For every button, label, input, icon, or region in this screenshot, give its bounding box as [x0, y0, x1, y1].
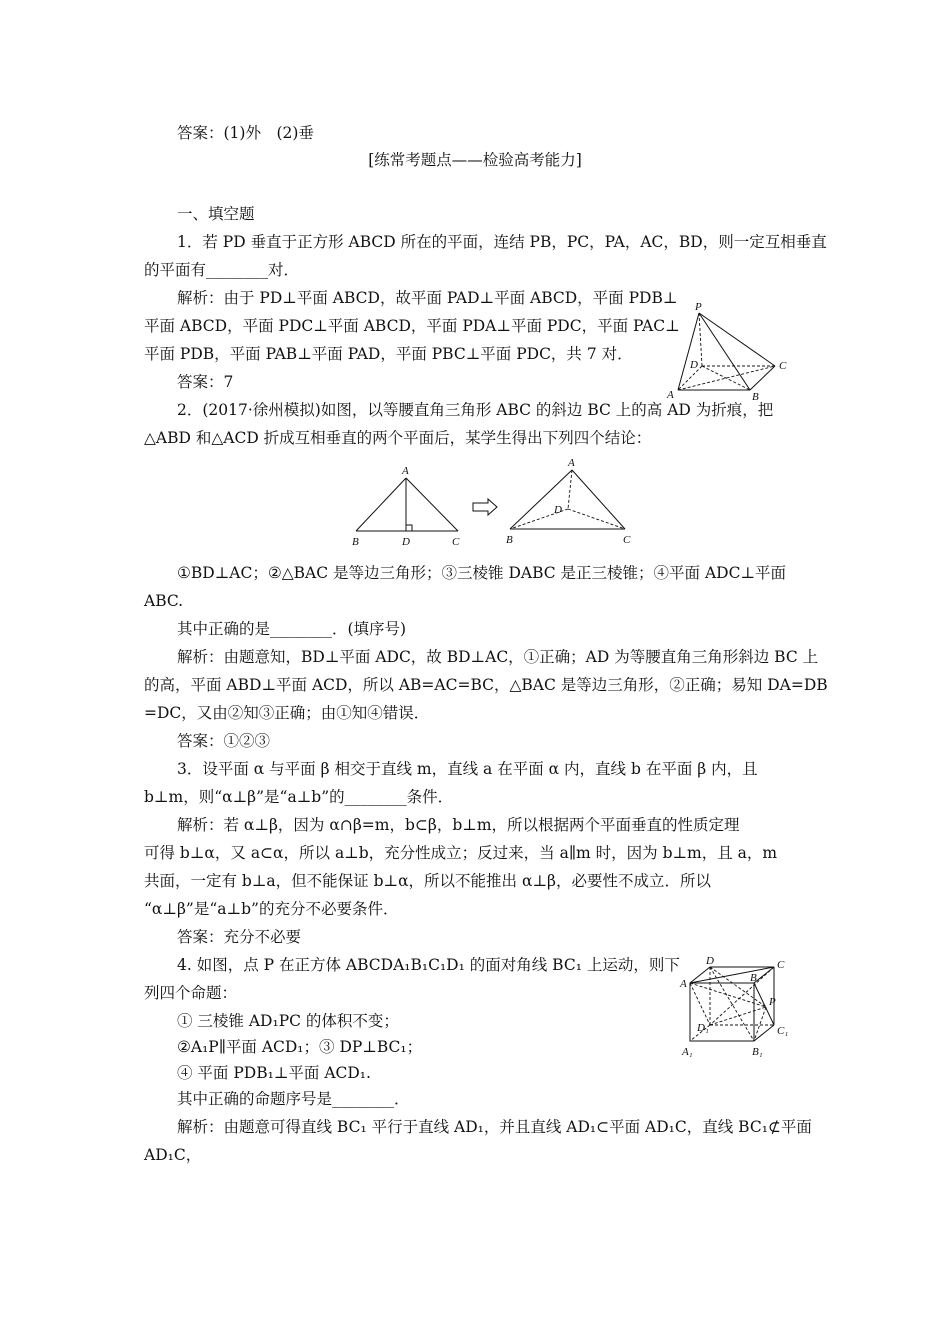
q4-label-a1: A₁ — [682, 1046, 693, 1058]
q4-label-c1: C₁ — [777, 1025, 789, 1037]
q2-right-label-a: A — [568, 457, 575, 469]
q2-left-label-a: A — [402, 465, 409, 477]
q4-label-p: P — [769, 996, 776, 1008]
q3-solution-line1: 解析：若 α⊥β，因为 α∩β=m，b⊂β，b⊥m，所以根据两个平面垂直的性质定理 — [177, 816, 740, 834]
q3-solution-line4: “α⊥β”是“a⊥b”的充分不必要条件． — [144, 900, 399, 918]
q4-item-1: ① 三棱锥 AD₁PC 的体积不变； — [177, 1012, 399, 1030]
q1-label-c: C — [779, 360, 787, 372]
q2-fold-figure — [340, 452, 640, 552]
q1-answer: 答案：7 — [177, 373, 234, 391]
q2-solution-line3: =DC，又由②知③正确；由①知④错误． — [144, 704, 430, 722]
q3-stem-line2: b⊥m，则“α⊥β”是“a⊥b”的________条件． — [144, 788, 454, 806]
q4-label-d: D — [706, 955, 714, 967]
q1-solution-line1: 解析：由于 PD⊥平面 ABCD，故平面 PAD⊥平面 ABCD，平面 PDB⊥ — [177, 289, 678, 307]
q4-label-a: A — [680, 978, 687, 990]
q1-label-p: P — [695, 301, 702, 313]
q2-solution-line1: 解析：由题意知，BD⊥平面 ADC，故 BD⊥AC，①正确；AD 为等腰直角三角形斜边 BC 上 — [177, 648, 819, 666]
q3-stem-line1: 3．设平面 α 与平面 β 相交于直线 m，直线 a 在平面 α 内，直线 b 在平面 β 内，且 — [177, 760, 758, 778]
q4-item-2: ②A₁P∥平面 ACD₁；③ DP⊥BC₁； — [177, 1038, 423, 1056]
q1-label-d: D — [690, 359, 698, 371]
q1-solution-line3: 平面 PDB，平面 PAB⊥平面 PAD，平面 PBC⊥平面 PDC，共 7 对． — [144, 345, 633, 363]
q1-pyramid-figure — [660, 300, 800, 405]
section-header: [练常考题点——检验高考能力] — [368, 151, 582, 169]
intro-answer: 答案：(1)外 (2)垂 — [177, 124, 314, 142]
q3-solution-line3: 共面，一定有 b⊥a，但不能保证 b⊥α，所以不能推出 α⊥β，必要性不成立．所以 — [144, 872, 711, 890]
q1-solution-line2: 平面 ABCD，平面 PDC⊥平面 ABCD，平面 PDA⊥平面 PDC，平面 PAC⊥ — [144, 317, 680, 335]
q4-label-b: B — [750, 972, 757, 984]
fold-arrow-icon — [473, 499, 497, 515]
q4-solution-line2: AD₁C， — [144, 1146, 202, 1164]
q4-ask: 其中正确的命题序号是________． — [177, 1090, 410, 1108]
q4-solution-line1: 解析：由题意可得直线 BC₁ 平行于直线 AD₁，并且直线 AD₁⊂平面 AD₁C，直线 BC₁⊄平面 — [177, 1118, 812, 1136]
q2-stem-line2: △ABD 和△ACD 折成互相垂直的两个平面后，某学生得出下列四个结论： — [144, 429, 652, 447]
q1-label-b: B — [752, 391, 759, 403]
q2-left-label-c: C — [452, 536, 460, 548]
q3-solution-line2: 可得 b⊥α，又 a⊂α，所以 a⊥b，充分性成立；反过来，当 a∥m 时，因为 b⊥m，且 a，m — [144, 844, 778, 862]
q4-label-d1: D₁ — [697, 1022, 709, 1034]
q4-item-3: ④ 平面 PDB₁⊥平面 ACD₁. — [177, 1064, 371, 1082]
q2-right-label-d: D — [554, 504, 562, 516]
q4-stem-line1: 4. 如图，点 P 在正方体 ABCDA₁B₁C₁D₁ 的面对角线 BC₁ 上运动，则下 — [177, 956, 680, 974]
q1-stem-line2: 的平面有________对． — [144, 261, 300, 279]
q2-right-label-c: C — [623, 534, 631, 546]
q2-conclusions-line1: ①BD⊥AC；②△BAC 是等边三角形；③三棱锥 DABC 是正三棱锥；④平面 ADC⊥平面 — [177, 564, 787, 582]
q1-stem-line1: 1．若 PD 垂直于正方形 ABCD 所在的平面，连结 PB，PC，PA，AC，BD，则一定互相垂直 — [177, 233, 827, 251]
q2-left-label-b: B — [352, 536, 359, 548]
q2-solution-line2: 的高，平面 ABD⊥平面 ACD，所以 AB=AC=BC，△BAC 是等边三角形，②正确；易知 DA=DB — [144, 676, 828, 694]
q2-left-label-d: D — [402, 536, 410, 548]
q4-label-c: C — [777, 959, 785, 971]
q2-ask: 其中正确的是________．(填序号) — [177, 620, 407, 638]
part-title: 一、填空题 — [177, 205, 255, 223]
q4-stem-line2: 列四个命题： — [144, 984, 238, 1002]
q4-label-b1: B₁ — [752, 1046, 763, 1058]
q3-answer: 答案：充分不必要 — [177, 928, 302, 946]
q1-label-a: A — [667, 389, 674, 401]
q2-conclusions-line2: ABC. — [144, 592, 184, 610]
q4-cube-figure — [676, 955, 806, 1065]
q2-right-label-b: B — [506, 534, 513, 546]
q2-answer: 答案：①②③ — [177, 732, 271, 750]
q2-stem-line1: 2．(2017·徐州模拟)如图，以等腰直角三角形 ABC 的斜边 BC 上的高 AD 为折痕，把 — [177, 401, 774, 419]
